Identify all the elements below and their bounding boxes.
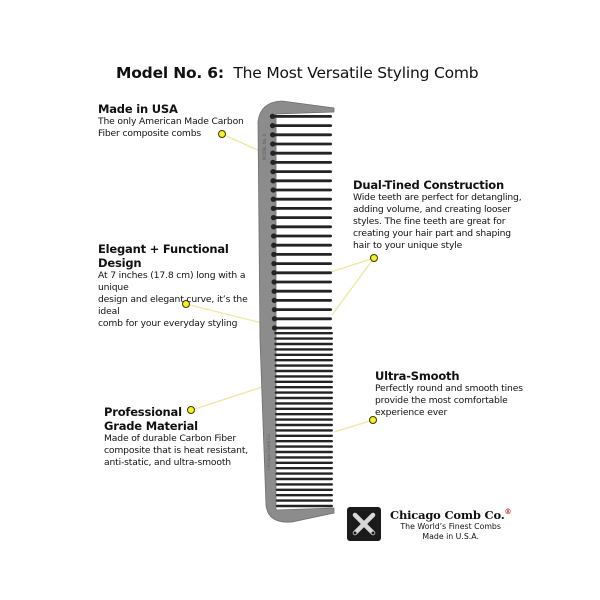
- feature-text-line: comb for your everyday styling: [98, 318, 238, 329]
- feature-text-line: adding volume, and creating looser: [353, 204, 512, 215]
- feature-elegant-design: [98, 242, 268, 330]
- feature-text-line: At 7 inches (17.8 cm) long with a unique: [98, 270, 246, 293]
- feature-text-line: Made of durable Carbon Fiber: [104, 433, 237, 444]
- feature-heading: Grade Material: [104, 419, 198, 433]
- svg-text:MODEL No. 6: MODEL No. 6: [262, 133, 267, 160]
- feature-professional-material: [104, 405, 274, 469]
- feature-text-line: composite that is heat resistant,: [104, 445, 249, 456]
- title-tagline: The Most Versatile Styling Comb: [233, 64, 479, 82]
- model-label: Model No. 6:: [116, 64, 224, 82]
- feature-text-line: Fiber composite combs: [98, 128, 202, 139]
- feature-dual-tined: [353, 178, 543, 252]
- feature-text-line: styles. The fine teeth are great for: [353, 216, 506, 227]
- wide-teeth: [270, 114, 332, 331]
- brand-origin: Made in U.S.A.: [422, 531, 479, 541]
- feature-heading: Dual-Tined Construction: [353, 178, 504, 192]
- feature-heading: Professional: [104, 405, 182, 419]
- svg-text:Chicago Comb Co.: Chicago Comb Co.: [266, 433, 271, 470]
- brand-logo: [347, 507, 511, 542]
- feature-text-line: design and elegant curve, it’s the ideal: [98, 294, 248, 317]
- feature-text-line: provide the most comfortable: [375, 395, 508, 406]
- feature-heading: Ultra-Smooth: [375, 369, 460, 383]
- feature-text-line: The only American Made Carbon: [98, 116, 244, 127]
- brand-slogan: The World’s Finest Combs: [400, 521, 501, 531]
- feature-text-line: hair to your unique style: [353, 240, 463, 251]
- brand-name: Chicago Comb Co.®: [390, 507, 512, 522]
- feature-heading: Made in USA: [98, 102, 178, 116]
- feature-made-in-usa: [98, 102, 268, 140]
- feature-text-line: creating your hair part and shaping: [353, 228, 511, 239]
- feature-text-line: Wide teeth are perfect for detangling,: [353, 192, 522, 203]
- feature-ultra-smooth: [375, 369, 535, 419]
- feature-text-line: Perfectly round and smooth tines: [375, 383, 523, 394]
- callout-dot-dual-tined: [370, 254, 378, 262]
- feature-text-line: experience ever: [375, 407, 448, 418]
- feature-text-line: anti-static, and ultra-smooth: [104, 457, 231, 468]
- fine-teeth: [274, 332, 333, 507]
- feature-heading: Elegant + Functional Design: [98, 242, 229, 270]
- crossed-combs-icon: [347, 507, 381, 541]
